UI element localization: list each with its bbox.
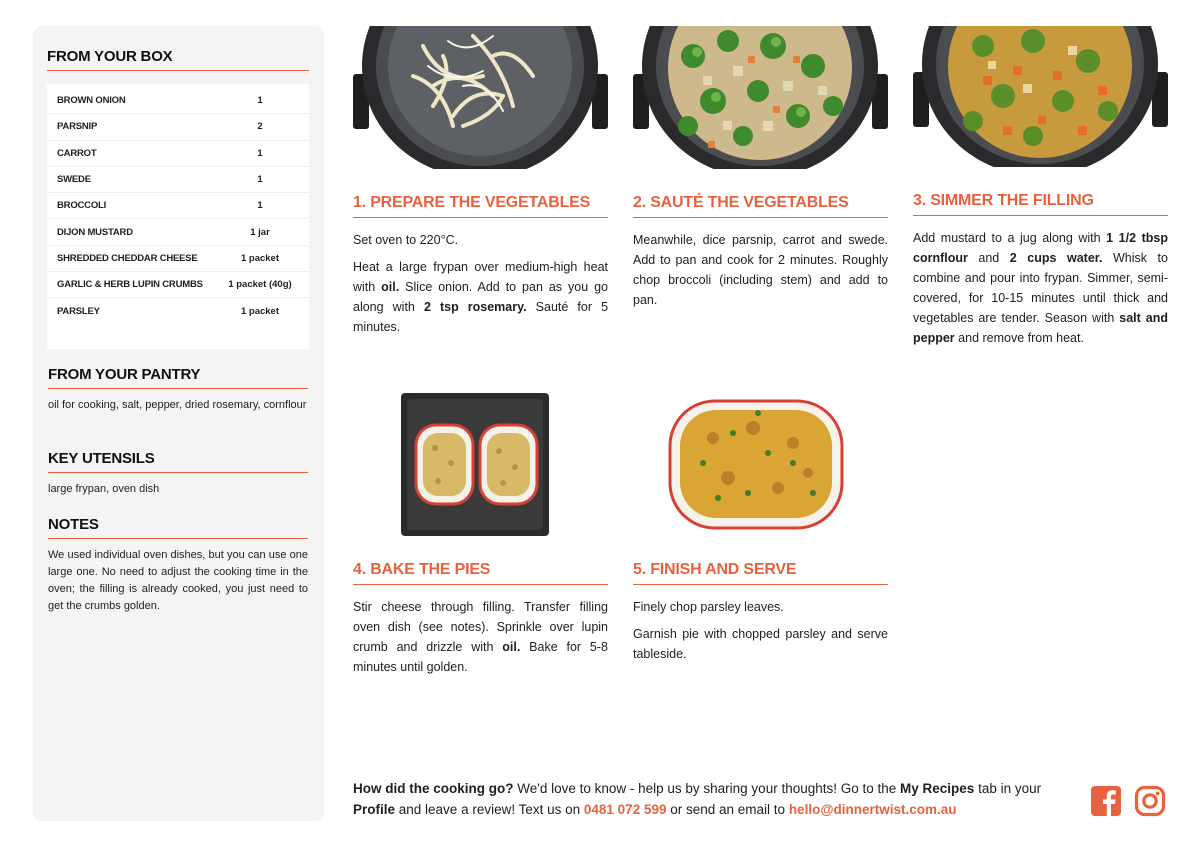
text: Add mustard to a jug along with [913, 231, 1107, 245]
step-1 [353, 26, 608, 344]
bold-text: 2 cups water. [1009, 251, 1103, 265]
email-link[interactable]: hello@dinnertwist.com.au [788, 802, 957, 817]
ingredient-qty: 1 packet [240, 306, 280, 318]
box-ingredients-table [47, 84, 309, 349]
ingredient-name: SHREDDED CHEDDAR CHEESE [57, 252, 198, 264]
ingredient-qty: 1 packet (40g) [228, 279, 292, 291]
step-2 [633, 26, 888, 317]
utensils-text: large frypan, oven dish [48, 483, 160, 495]
ingredient-qty: 2 [257, 121, 263, 133]
ingredient-qty: 1 [257, 147, 263, 159]
text: Slice onion. Add to pan as you go along with [353, 280, 608, 314]
step-4-body [353, 597, 608, 677]
finished-pie-image [633, 393, 888, 536]
ingredient-qty: 1 packet [240, 252, 280, 264]
step-5-photo [633, 393, 888, 536]
bold-text: 2 tsp rosemary. [423, 300, 527, 314]
step-5 [633, 393, 888, 671]
pies-on-tray-image [353, 393, 608, 536]
table-row [47, 246, 309, 272]
text: Heat a large frypan over medium-high heat with [353, 260, 608, 294]
text: and [967, 251, 1010, 265]
from-your-pantry-title: FROM YOUR PANTRY [48, 366, 308, 389]
bold-text: oil. [381, 280, 400, 294]
ingredient-name: PARSNIP [57, 121, 98, 133]
step-4-title: 4. BAKE THE PIES [353, 561, 608, 585]
text: We'd love to know - help us by sharing your thoughts! Go to the [513, 781, 901, 796]
step-5-body [633, 597, 888, 664]
phone-link[interactable]: 0481 072 599 [583, 802, 667, 817]
profile-link[interactable]: Profile [353, 802, 396, 817]
from-your-box-title: FROM YOUR BOX [47, 48, 309, 71]
step-3-photo [913, 26, 1168, 167]
onions-frypan-image [353, 26, 608, 169]
instagram-icon[interactable] [1134, 785, 1166, 817]
pantry-text: oil for cooking, salt, pepper, dried rosemary, cornflour [48, 399, 307, 411]
step-2-text-1: Meanwhile, dice parsnip, carrot and swede. Add to pan and cook for 2 minutes. Roughly chop broccoli (including stem) and add to pan. [633, 233, 888, 307]
notes-title: NOTES [48, 516, 308, 539]
ingredient-name: SWEDE [57, 174, 91, 186]
ingredient-qty: 1 [257, 95, 263, 107]
notes-section [48, 516, 308, 615]
footer-question: How did the cooking go? [353, 781, 514, 796]
ingredient-qty: 1 [257, 174, 263, 186]
bold-text: 1 1/2 tbsp cornflour [913, 231, 1168, 265]
step-4 [353, 393, 608, 684]
step-3-text-1 [913, 228, 1168, 348]
table-row [47, 167, 309, 193]
step-5-text-2: Garnish pie with chopped parsley and serve tableside. [633, 627, 888, 661]
notes-text: We used individual oven dishes, but you can use one large one. No need to adjust the cooking time in the oven; the filling is already cooked, you just need to get the crumbs golden. [48, 549, 308, 612]
table-row [47, 298, 309, 324]
step-2-title: 2. SAUTÉ THE VEGETABLES [633, 194, 888, 218]
table-row [47, 141, 309, 167]
step-5-title: 5. FINISH AND SERVE [633, 561, 888, 585]
step-3-body [913, 228, 1168, 348]
table-row [47, 114, 309, 140]
from-your-box-section [47, 48, 309, 349]
step-1-title: 1. PREPARE THE VEGETABLES [353, 194, 608, 218]
text: Stir cheese through filling. Transfer filling oven dish (see notes). Sprinkle over lupin crumb and drizzle with [353, 600, 608, 654]
text: and remove from heat. [954, 331, 1084, 345]
my-recipes-link[interactable]: My Recipes [900, 781, 975, 796]
text: tab in your [974, 781, 1042, 796]
ingredient-name: CARROT [57, 147, 97, 159]
from-your-pantry-section [48, 366, 308, 414]
step-1-text-2 [353, 257, 608, 337]
step-1-photo [353, 26, 608, 169]
key-utensils-section [48, 450, 308, 498]
bold-text: oil. [502, 640, 521, 654]
step-2-body [633, 230, 888, 310]
ingredient-name: BROWN ONION [57, 95, 126, 107]
ingredient-name: GARLIC & HERB LUPIN CRUMBS [57, 279, 203, 291]
step-1-text-1: Set oven to 220°C. [353, 233, 459, 247]
sauteed-vegetables-image [633, 26, 888, 169]
text: Bake for 5-8 minutes until golden. [353, 640, 608, 674]
key-utensils-title: KEY UTENSILS [48, 450, 308, 473]
ingredient-name: BROCCOLI [57, 200, 107, 212]
step-2-photo [633, 26, 888, 169]
step-4-text-1 [353, 597, 608, 677]
table-row [47, 193, 309, 219]
step-5-text-1: Finely chop parsley leaves. [633, 600, 784, 614]
step-4-photo [353, 393, 608, 536]
ingredient-name: DIJON MUSTARD [57, 226, 133, 238]
text: or send an email to [666, 802, 789, 817]
step-3-title: 3. SIMMER THE FILLING [913, 192, 1168, 216]
text: Whisk to combine and pour into frypan. Simmer, semi-covered, for 10-15 minutes until thick and vegetables are tender. Season with [913, 251, 1168, 325]
step-3 [913, 26, 1168, 355]
ingredient-qty: 1 [257, 200, 263, 212]
table-row [47, 219, 309, 245]
step-1-body [353, 230, 608, 337]
bold-text: salt and pepper [913, 311, 1168, 345]
ingredients-sidebar [33, 26, 324, 821]
facebook-icon[interactable] [1090, 785, 1122, 817]
ingredient-name: PARSLEY [57, 306, 100, 318]
table-row [47, 272, 309, 298]
simmering-filling-image [913, 26, 1168, 167]
table-row [47, 88, 309, 114]
ingredient-qty: 1 jar [250, 226, 270, 238]
text: and leave a review! Text us on [395, 802, 584, 817]
text: Sauté for 5 minutes. [353, 300, 609, 334]
feedback-footer [353, 778, 1078, 820]
